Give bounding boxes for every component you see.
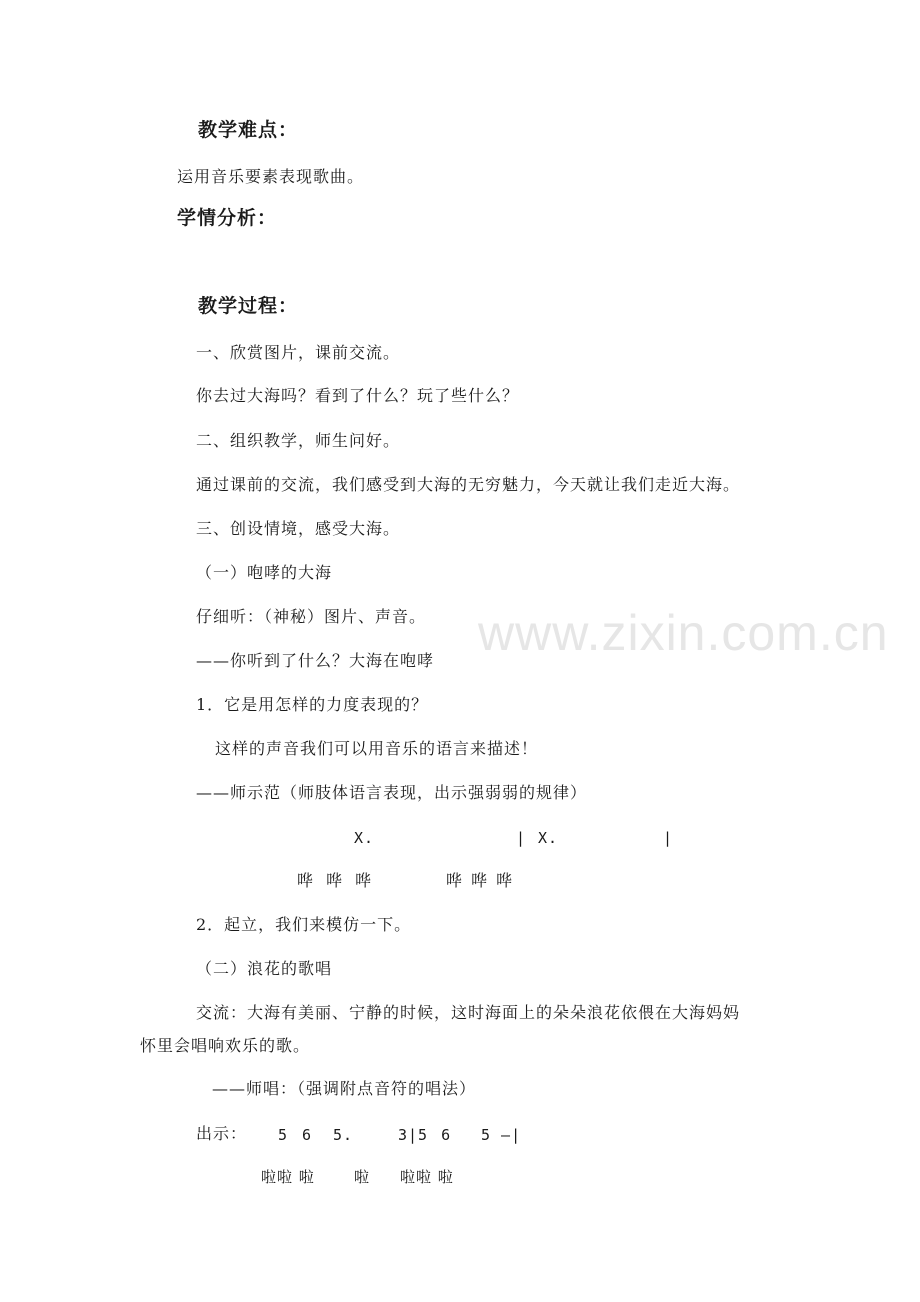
notation-lyric-1: 啦啦 啦 [261, 1168, 315, 1186]
teacher-demo: ——师示范（师肢体语言表现，出示强弱弱的规律） [196, 783, 588, 802]
notation-3: 3|5 6 [398, 1126, 452, 1144]
rhythm-barline-1: | [516, 829, 527, 847]
heading-difficulty: 教学难点： [198, 119, 299, 141]
section-1-question: 你去过大海吗？看到了什么？玩了些什么？ [196, 386, 520, 405]
watermark: www.zixin.com.cn [478, 605, 889, 661]
question-1-text: 这样的声音我们可以用音乐的语言来描述！ [215, 739, 539, 758]
section-1-title: 一、欣赏图片，课前交流。 [196, 343, 401, 362]
notation-lyric-3: 啦啦 啦 [400, 1168, 454, 1186]
rhythm-lyric-1: 哗 哗 哗 [297, 871, 373, 890]
section-2-text: 通过课前的交流，我们感受到大海的无穷魅力，今天就让我们走近大海。 [196, 475, 741, 494]
section-2-title: 二、组织教学，师生问好。 [196, 431, 401, 450]
question-1: 1．它是用怎样的力度表现的？ [196, 695, 429, 714]
section-3-title: 三、创设情境，感受大海。 [196, 519, 401, 538]
teacher-sing: ——师唱：（强调附点音符的唱法） [212, 1079, 477, 1098]
part-1-listen: 仔细听：（神秘）图片、声音。 [196, 607, 427, 626]
part-2-text-line-2: 怀里会唱响欢乐的歌。 [140, 1036, 311, 1055]
heading-process: 教学过程： [198, 295, 299, 317]
part-1-question: ——你听到了什么？大海在咆哮 [196, 651, 435, 670]
notation-4: 5 —| [481, 1126, 522, 1144]
part-2-text-line-1: 交流：大海有美丽、宁静的时候，这时海面上的朵朵浪花依偎在大海妈妈 [196, 1003, 741, 1022]
rhythm-x-1: X. [354, 829, 375, 847]
rhythm-x-2: X. [538, 829, 559, 847]
rhythm-lyric-2: 哗 哗 哗 [446, 871, 514, 890]
difficulty-text: 运用音乐要素表现歌曲。 [177, 167, 365, 186]
rhythm-barline-2: | [663, 829, 674, 847]
notation-1: 5 6 [278, 1126, 313, 1144]
part-2-title: （二）浪花的歌唱 [196, 959, 333, 978]
part-1-title: （一）咆哮的大海 [196, 563, 333, 582]
notation-lyric-2: 啦 [354, 1168, 371, 1186]
show-label: 出示： [196, 1124, 248, 1143]
notation-2: 5. [333, 1126, 354, 1144]
question-2: 2．起立，我们来模仿一下。 [196, 915, 412, 934]
heading-analysis: 学情分析： [177, 207, 278, 229]
